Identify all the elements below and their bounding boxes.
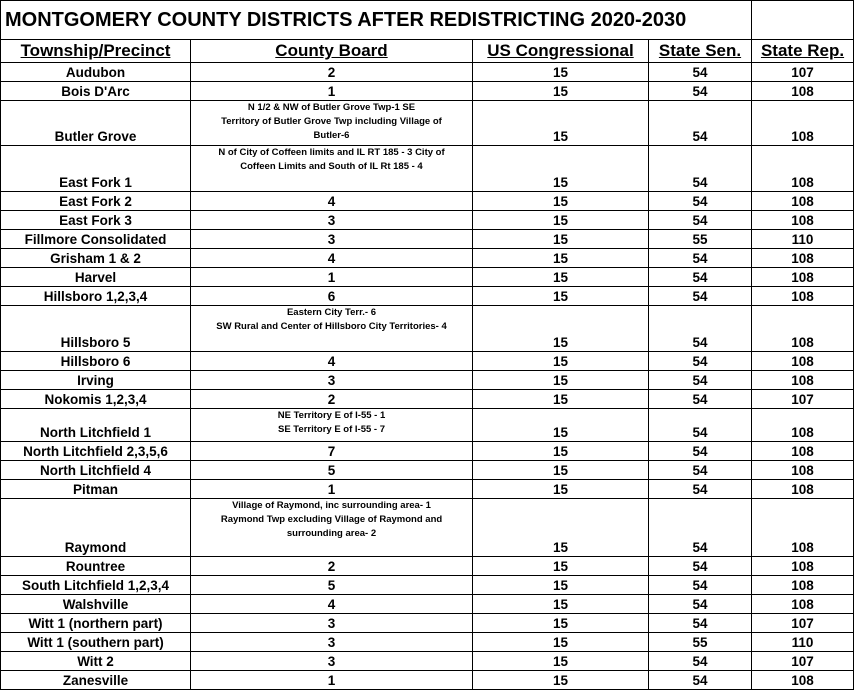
state-senate-cell: 54: [649, 442, 752, 461]
county-board-note-line: Coffeen Limits and South of IL Rt 185 - 4: [240, 161, 423, 172]
state-senate-cell: 54: [649, 287, 752, 306]
table-row: [1, 268, 854, 287]
state-rep-cell: 110: [752, 633, 854, 652]
header-state-rep: State Rep.: [752, 40, 854, 63]
county-board-cell: 3: [191, 614, 473, 633]
us-congressional-cell: 15: [473, 249, 649, 268]
township-cell: Raymond: [1, 499, 191, 557]
county-board-cell: 3: [191, 652, 473, 671]
county-board-cell: 5: [191, 576, 473, 595]
county-board-cell: 3: [191, 371, 473, 390]
table-row: [1, 595, 854, 614]
county-board-cell: 1: [191, 671, 473, 690]
county-board-note-line: SE Territory E of I-55 - 7: [278, 424, 385, 435]
county-board-cell: 6: [191, 287, 473, 306]
state-senate-cell: 54: [649, 63, 752, 82]
state-senate-cell: 54: [649, 480, 752, 499]
county-board-note-cell: [191, 101, 473, 146]
state-rep-cell: 108: [752, 192, 854, 211]
township-cell: Hillsboro 1,2,3,4: [1, 287, 191, 306]
us-congressional-cell: 15: [473, 63, 649, 82]
us-congressional-cell: 15: [473, 614, 649, 633]
state-rep-cell: 107: [752, 63, 854, 82]
state-rep-cell: 108: [752, 82, 854, 101]
table-row: [1, 63, 854, 82]
table-row: [1, 211, 854, 230]
table-row: [1, 652, 854, 671]
us-congressional-cell: 15: [473, 146, 649, 192]
township-cell: Hillsboro 5: [1, 306, 191, 352]
township-cell: Witt 1 (southern part): [1, 633, 191, 652]
table-row: [1, 192, 854, 211]
state-rep-cell: 108: [752, 595, 854, 614]
table-row: [1, 146, 854, 192]
state-senate-cell: 54: [649, 614, 752, 633]
table-row: [1, 633, 854, 652]
page-title: MONTGOMERY COUNTY DISTRICTS AFTER REDISTRICTING 2020-2030: [1, 1, 752, 40]
county-board-cell: 1: [191, 480, 473, 499]
us-congressional-cell: 15: [473, 390, 649, 409]
state-senate-cell: 54: [649, 371, 752, 390]
state-rep-cell: 107: [752, 652, 854, 671]
township-cell: South Litchfield 1,2,3,4: [1, 576, 191, 595]
state-rep-cell: 107: [752, 614, 854, 633]
table-row: [1, 557, 854, 576]
us-congressional-cell: 15: [473, 371, 649, 390]
table-row: [1, 306, 854, 352]
header-county-board: County Board: [191, 40, 473, 63]
state-senate-cell: 55: [649, 633, 752, 652]
table-row: [1, 371, 854, 390]
county-board-note-line: surrounding area- 2: [286, 528, 377, 539]
state-rep-cell: 108: [752, 101, 854, 146]
county-board-note-cell: [191, 499, 473, 557]
county-board-cell: 3: [191, 633, 473, 652]
state-rep-cell: 108: [752, 287, 854, 306]
us-congressional-cell: 15: [473, 671, 649, 690]
state-rep-cell: 108: [752, 499, 854, 557]
township-cell: Butler Grove: [1, 101, 191, 146]
state-rep-cell: 108: [752, 576, 854, 595]
county-board-cell: 4: [191, 595, 473, 614]
state-senate-cell: 54: [649, 249, 752, 268]
state-rep-cell: 107: [752, 390, 854, 409]
state-rep-cell: 108: [752, 557, 854, 576]
table-row: [1, 499, 854, 557]
title-row: [1, 1, 854, 40]
table-row: [1, 390, 854, 409]
township-cell: East Fork 1: [1, 146, 191, 192]
county-board-cell: 2: [191, 390, 473, 409]
us-congressional-cell: 15: [473, 211, 649, 230]
county-board-note-line: SW Rural and Center of Hillsboro City Territories- 4: [216, 321, 447, 332]
state-senate-cell: 54: [649, 409, 752, 442]
state-senate-cell: 55: [649, 230, 752, 249]
us-congressional-cell: 15: [473, 576, 649, 595]
township-cell: Walshville: [1, 595, 191, 614]
us-congressional-cell: 15: [473, 82, 649, 101]
township-cell: North Litchfield 1: [1, 409, 191, 442]
state-senate-cell: 54: [649, 192, 752, 211]
state-senate-cell: 54: [649, 557, 752, 576]
table-row: [1, 409, 854, 442]
us-congressional-cell: 15: [473, 101, 649, 146]
township-cell: Witt 2: [1, 652, 191, 671]
township-cell: Pitman: [1, 480, 191, 499]
county-board-cell: 4: [191, 192, 473, 211]
county-board-cell: 7: [191, 442, 473, 461]
us-congressional-cell: 15: [473, 461, 649, 480]
state-rep-cell: 108: [752, 211, 854, 230]
township-cell: Nokomis 1,2,3,4: [1, 390, 191, 409]
township-cell: East Fork 2: [1, 192, 191, 211]
us-congressional-cell: 15: [473, 409, 649, 442]
state-senate-cell: 54: [649, 461, 752, 480]
us-congressional-cell: 15: [473, 595, 649, 614]
county-board-note-line: N 1/2 & NW of Butler Grove Twp-1 SE: [247, 102, 416, 113]
township-cell: Witt 1 (northern part): [1, 614, 191, 633]
county-board-note-line: N of City of Coffeen limits and IL RT 185 - 3 City of: [218, 147, 445, 158]
header-township: Township/Precinct: [1, 40, 191, 63]
state-rep-cell: 108: [752, 671, 854, 690]
us-congressional-cell: 15: [473, 268, 649, 287]
county-board-cell: 3: [191, 230, 473, 249]
state-senate-cell: 54: [649, 146, 752, 192]
state-senate-cell: 54: [649, 576, 752, 595]
township-cell: Harvel: [1, 268, 191, 287]
state-senate-cell: 54: [649, 352, 752, 371]
title-empty-cell: [752, 1, 854, 40]
county-board-note-line: Raymond Twp excluding Village of Raymond and: [220, 514, 443, 525]
county-board-note-line: NE Territory E of I-55 - 1: [277, 410, 386, 421]
township-cell: Fillmore Consolidated: [1, 230, 191, 249]
township-cell: Bois D'Arc: [1, 82, 191, 101]
county-board-note-line: Eastern City Terr.- 6: [286, 307, 377, 318]
table-row: [1, 671, 854, 690]
county-board-cell: 2: [191, 63, 473, 82]
state-rep-cell: 108: [752, 442, 854, 461]
header-row: [1, 40, 854, 63]
state-rep-cell: 108: [752, 409, 854, 442]
table-row: [1, 576, 854, 595]
state-rep-cell: 110: [752, 230, 854, 249]
county-board-cell: 2: [191, 557, 473, 576]
table-row: [1, 82, 854, 101]
state-rep-cell: 108: [752, 146, 854, 192]
us-congressional-cell: 15: [473, 230, 649, 249]
county-board-cell: 1: [191, 82, 473, 101]
state-rep-cell: 108: [752, 461, 854, 480]
county-board-cell: 5: [191, 461, 473, 480]
state-senate-cell: 54: [649, 268, 752, 287]
county-board-cell: 3: [191, 211, 473, 230]
township-cell: North Litchfield 2,3,5,6: [1, 442, 191, 461]
us-congressional-cell: 15: [473, 633, 649, 652]
state-rep-cell: 108: [752, 480, 854, 499]
township-cell: East Fork 3: [1, 211, 191, 230]
county-board-note-line: Butler-6: [313, 130, 350, 141]
state-rep-cell: 108: [752, 306, 854, 352]
county-board-note-cell: [191, 306, 473, 352]
township-cell: North Litchfield 4: [1, 461, 191, 480]
township-cell: Zanesville: [1, 671, 191, 690]
us-congressional-cell: 15: [473, 652, 649, 671]
table-row: [1, 480, 854, 499]
county-board-cell: 1: [191, 268, 473, 287]
us-congressional-cell: 15: [473, 499, 649, 557]
county-board-note-line: Territory of Butler Grove Twp including Village of: [221, 116, 442, 127]
header-state-senate: State Sen.: [649, 40, 752, 63]
table-row: [1, 614, 854, 633]
us-congressional-cell: 15: [473, 306, 649, 352]
table-row: [1, 230, 854, 249]
state-senate-cell: 54: [649, 652, 752, 671]
table-row: [1, 287, 854, 306]
state-senate-cell: 54: [649, 306, 752, 352]
county-board-cell: 4: [191, 249, 473, 268]
table-row: [1, 352, 854, 371]
us-congressional-cell: 15: [473, 287, 649, 306]
county-board-note-cell: [191, 146, 473, 192]
state-rep-cell: 108: [752, 352, 854, 371]
township-cell: Hillsboro 6: [1, 352, 191, 371]
us-congressional-cell: 15: [473, 192, 649, 211]
us-congressional-cell: 15: [473, 442, 649, 461]
us-congressional-cell: 15: [473, 557, 649, 576]
us-congressional-cell: 15: [473, 352, 649, 371]
table-row: [1, 442, 854, 461]
state-rep-cell: 108: [752, 371, 854, 390]
county-board-note-line: Village of Raymond, inc surrounding area- 1: [232, 500, 431, 511]
state-senate-cell: 54: [649, 595, 752, 614]
state-senate-cell: 54: [649, 671, 752, 690]
header-us-congressional: US Congressional: [473, 40, 649, 63]
table-row: [1, 249, 854, 268]
township-cell: Rountree: [1, 557, 191, 576]
table-row: [1, 101, 854, 146]
county-board-cell: 4: [191, 352, 473, 371]
state-rep-cell: 108: [752, 268, 854, 287]
state-senate-cell: 54: [649, 211, 752, 230]
township-cell: Grisham 1 & 2: [1, 249, 191, 268]
township-cell: Audubon: [1, 63, 191, 82]
county-board-note-cell: [191, 409, 473, 442]
state-senate-cell: 54: [649, 82, 752, 101]
state-senate-cell: 54: [649, 390, 752, 409]
us-congressional-cell: 15: [473, 480, 649, 499]
table-row: [1, 461, 854, 480]
township-cell: Irving: [1, 371, 191, 390]
state-senate-cell: 54: [649, 101, 752, 146]
state-rep-cell: 108: [752, 249, 854, 268]
state-senate-cell: 54: [649, 499, 752, 557]
